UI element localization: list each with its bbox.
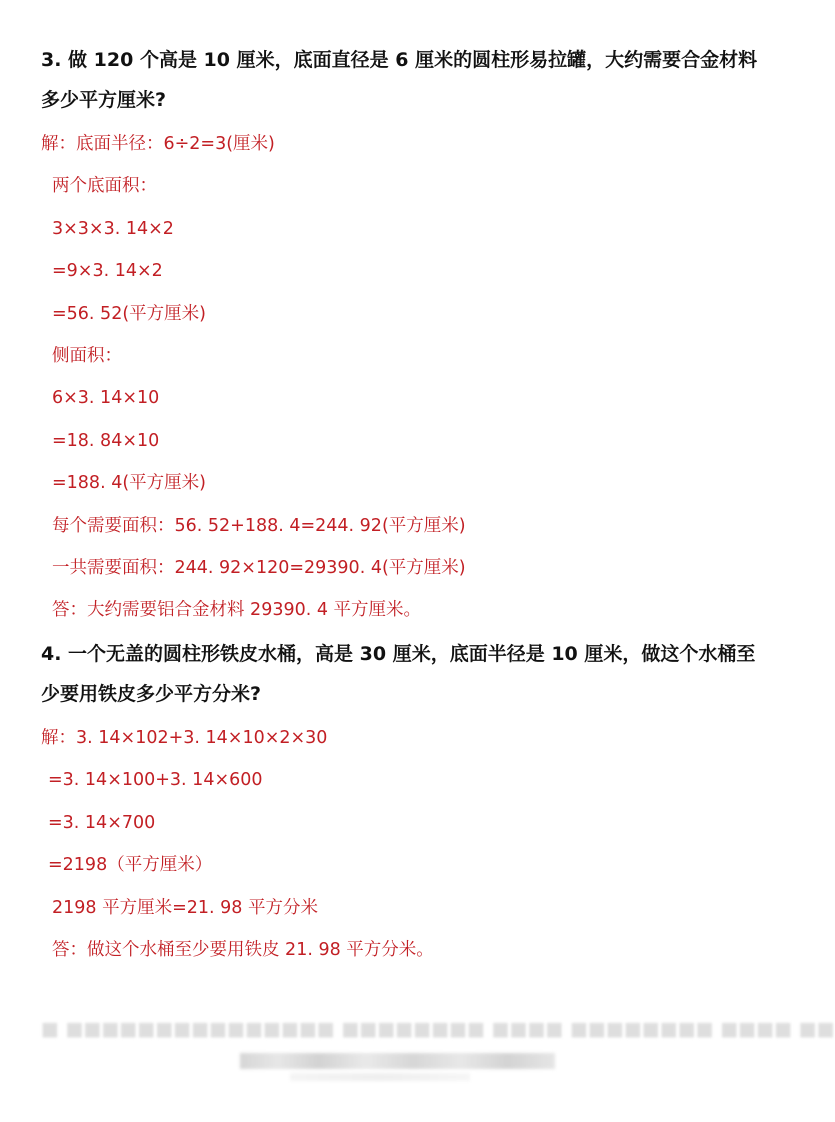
solution-line: =18. 84×10 <box>52 430 160 451</box>
solution-line: 一共需要面积：244. 92×120=29390. 4(平方厘米) <box>52 557 466 578</box>
answer-line: 答：大约需要铝合金材料 29390. 4 平方厘米。 <box>52 600 422 621</box>
answer-line: 答：做这个水桶至少要用铁皮 21. 98 平方分米。 <box>52 939 434 960</box>
solution-line: 解：3. 14×102+3. 14×10×2×30 <box>41 728 328 748</box>
blurred-next-question: ■ ■■■■■■■■■■■■■■■ ■■■■■■■■ ■■■■ ■■■■■■■■ ■■■■ ■■ <box>41 1018 835 1040</box>
solution-line: =9×3. 14×2 <box>52 261 163 282</box>
solution-line: 两个底面积： <box>52 176 157 197</box>
question-3-solution <box>41 123 761 632</box>
solution-line: 每个需要面积：56. 52+188. 4=244. 92(平方厘米) <box>52 515 466 536</box>
solution-line: 侧面积： <box>52 345 122 366</box>
watermark-bar <box>240 1053 555 1069</box>
question-3-text: 3. 做 120 个高是 10 厘米，底面直径是 6 厘米的圆柱形易拉罐，大约需要合金材料多少平方厘米? <box>41 49 758 111</box>
question-4-text: 4. 一个无盖的圆柱形铁皮水桶，高是 30 厘米，底面半径是 10 厘米，做这个水桶至少要用铁皮多少平方分米? <box>41 643 756 705</box>
solution-line: 2198 平方厘米=21. 98 平方分米 <box>52 897 318 918</box>
solution-line: 3×3×3. 14×2 <box>52 218 174 239</box>
solution-line: 6×3. 14×10 <box>52 388 160 409</box>
solution-line: =3. 14×100+3. 14×600 <box>48 770 263 791</box>
question-4-solution <box>41 717 761 971</box>
solution-line: 解：底面半径：6÷2=3(厘米) <box>41 134 275 154</box>
solution-line: =188. 4(平方厘米) <box>52 473 206 494</box>
solution-line: =2198（平方厘米） <box>48 855 213 876</box>
solution-line: =56. 52(平方厘米) <box>52 303 206 324</box>
watermark-sub <box>290 1073 470 1081</box>
solution-line: =3. 14×700 <box>48 812 156 833</box>
